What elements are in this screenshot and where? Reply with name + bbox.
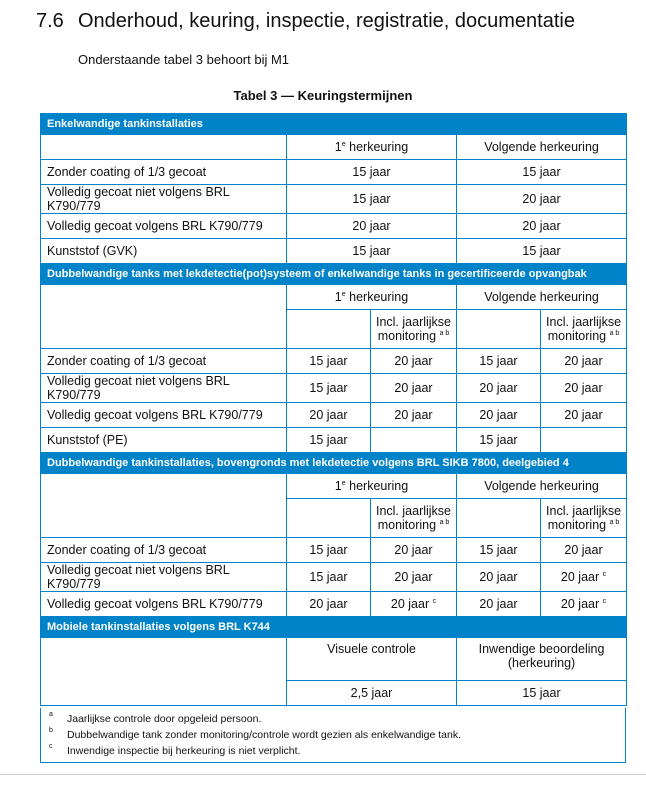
table-caption: Tabel 3 — Keuringstermijnen	[233, 88, 413, 103]
cell-value: 20 jaar $^c$	[371, 592, 457, 617]
cell-value: 20 jaar	[457, 214, 627, 239]
internal-assessment-header: Inwendige beoordeling (herkeuring)	[457, 638, 627, 681]
cell-value: 20 jaar	[287, 592, 371, 617]
incl-monitoring-header: Incl. jaarlijkse monitoring $^{a b}$	[541, 310, 627, 349]
cell-value: 20 jaar	[541, 538, 627, 563]
row-label: Zonder coating of 1/3 gecoat	[41, 349, 287, 374]
cell-value: 15 jaar	[287, 349, 371, 374]
table-row	[41, 403, 627, 428]
cell-value: 20 jaar $^c$	[541, 563, 627, 592]
next-reinspection-header: Volgende herkeuring	[457, 285, 627, 310]
cell-value: 20 jaar	[541, 349, 627, 374]
section-row	[41, 617, 627, 638]
cell-value	[541, 428, 627, 453]
cell-value: 15 jaar	[457, 239, 627, 264]
row-label: Volledig gecoat volgens BRL K790/779	[41, 592, 287, 617]
section-number: 7.6	[36, 10, 64, 32]
cell-value: 20 jaar	[287, 214, 457, 239]
cell-value: 20 jaar	[457, 592, 541, 617]
cell-value: 20 jaar	[541, 374, 627, 403]
cell-value: 15 jaar	[457, 160, 627, 185]
cell-value: 15 jaar	[287, 185, 457, 214]
cell-value: 20 jaar	[371, 403, 457, 428]
footnotes	[40, 708, 626, 763]
cell-value: 15 jaar	[287, 538, 371, 563]
row-label: Volledig gecoat volgens BRL K790/779	[41, 214, 287, 239]
footnote-mark: c	[49, 743, 53, 750]
first-reinspection-header: 1e herkeuring	[287, 135, 457, 160]
incl-monitoring-header: Incl. jaarlijkse monitoring $^{a b}$	[371, 310, 457, 349]
first-reinspection-header: 1e herkeuring	[287, 474, 457, 499]
section-title: Onderhoud, keuring, inspectie, registratie, documentatie	[78, 10, 575, 32]
row-label: Zonder coating of 1/3 gecoat	[41, 538, 287, 563]
cell-value: 20 jaar	[287, 403, 371, 428]
cell-value: 15 jaar	[287, 563, 371, 592]
cell-value: 15 jaar	[287, 428, 371, 453]
section-header: Dubbelwandige tanks met lekdetectie(pot)systeem of enkelwandige tanks in gecertificeerde opvangbak	[41, 264, 627, 285]
cell-value: 20 jaar	[371, 538, 457, 563]
table-row	[41, 160, 627, 185]
section-header: Dubbelwandige tankinstallaties, bovengronds met lekdetectie volgens BRL SIKB 7800, deelgebied 4	[41, 453, 627, 474]
section-row	[41, 453, 627, 474]
cell-value: 15 jaar	[457, 349, 541, 374]
cell-value: 20 jaar	[457, 374, 541, 403]
row-label: Kunststof (GVK)	[41, 239, 287, 264]
section-heading	[36, 10, 575, 33]
table-row	[41, 185, 627, 214]
incl-monitoring-header: Incl. jaarlijkse monitoring $^{a b}$	[371, 499, 457, 538]
cell-value: 15 jaar	[457, 538, 541, 563]
row-label: Kunststof (PE)	[41, 428, 287, 453]
cell-value: 20 jaar	[371, 374, 457, 403]
section-header: Enkelwandige tankinstallaties	[41, 114, 627, 135]
cell-value: 20 jaar	[457, 563, 541, 592]
table-row	[41, 563, 627, 592]
table-row	[41, 349, 627, 374]
footnote-text: Jaarlijkse controle door opgeleid persoon.	[67, 713, 262, 725]
cell-value: 15 jaar	[287, 374, 371, 403]
cell-value: 20 jaar	[457, 403, 541, 428]
first-reinspection-header: 1e herkeuring	[287, 285, 457, 310]
next-reinspection-header: Volgende herkeuring	[457, 474, 627, 499]
next-reinspection-header: Volgende herkeuring	[457, 135, 627, 160]
incl-monitoring-header: Incl. jaarlijkse monitoring $^{a b}$	[541, 499, 627, 538]
column-header-row	[41, 285, 627, 310]
footnote-text: Dubbelwandige tank zonder monitoring/controle wordt gezien als enkelwandige tank.	[67, 729, 461, 741]
cell-value: 15 jaar	[287, 160, 457, 185]
table-row	[41, 538, 627, 563]
table-row	[41, 428, 627, 453]
footnote-text: Inwendige inspectie bij herkeuring is niet verplicht.	[67, 745, 301, 757]
cell-value: 20 jaar	[371, 349, 457, 374]
section-row	[41, 264, 627, 285]
cell-value: 15 jaar	[457, 681, 627, 706]
column-header-row	[41, 135, 627, 160]
footnote-mark: a	[49, 711, 53, 718]
table-row	[41, 239, 627, 264]
cell-value: 20 jaar	[457, 185, 627, 214]
row-label: Volledig gecoat niet volgens BRL K790/779	[41, 185, 287, 214]
visual-check-header: Visuele controle	[287, 638, 457, 681]
section-header: Mobiele tankinstallaties volgens BRL K744	[41, 617, 627, 638]
table-row	[41, 374, 627, 403]
column-header-row	[41, 638, 627, 681]
cell-value	[371, 428, 457, 453]
row-label: Volledig gecoat niet volgens BRL K790/779	[41, 563, 287, 592]
column-header-row	[41, 474, 627, 499]
table-row	[41, 214, 627, 239]
page-divider	[0, 774, 646, 775]
cell-value: 15 jaar	[457, 428, 541, 453]
row-label: Zonder coating of 1/3 gecoat	[41, 160, 287, 185]
cell-value: 20 jaar $^c$	[541, 592, 627, 617]
cell-value: 15 jaar	[287, 239, 457, 264]
cell-value: 20 jaar	[371, 563, 457, 592]
row-label: Volledig gecoat niet volgens BRL K790/779	[41, 374, 287, 403]
inspection-periods-table	[40, 113, 627, 706]
footnote-mark: b	[49, 727, 53, 734]
table-row	[41, 592, 627, 617]
cell-value: 20 jaar	[541, 403, 627, 428]
cell-value: 2,5 jaar	[287, 681, 457, 706]
intro-text: Onderstaande tabel 3 behoort bij M1	[78, 52, 290, 67]
section-row	[41, 114, 627, 135]
row-label: Volledig gecoat volgens BRL K790/779	[41, 403, 287, 428]
